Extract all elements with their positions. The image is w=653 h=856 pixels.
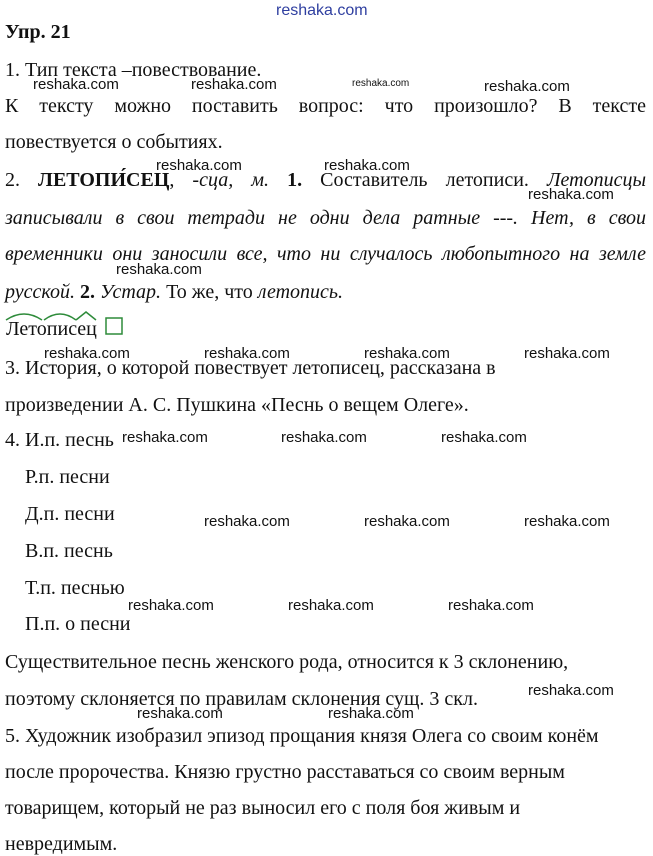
watermark: reshaka.com bbox=[281, 429, 367, 446]
watermark: reshaka.com bbox=[204, 513, 290, 530]
watermark: reshaka.com bbox=[328, 705, 414, 722]
watermark: reshaka.com bbox=[364, 345, 450, 362]
answer-5-line-2: после пророчества. Князю грустно расставаться со своим верным bbox=[5, 761, 565, 783]
sense-2-reference: летопись. bbox=[257, 281, 344, 303]
answer-5-line-3: товарищем, который не раз выносил его с поля боя живым и bbox=[5, 797, 521, 819]
watermark: reshaka.com bbox=[528, 186, 614, 203]
watermark: reshaka.com bbox=[324, 157, 410, 174]
watermark: reshaka.com bbox=[128, 597, 214, 614]
sense-1-number: 1. bbox=[287, 169, 303, 191]
case-prepositional: П.п. о песни bbox=[25, 613, 131, 635]
watermark: reshaka.com bbox=[204, 345, 290, 362]
answer-3-line-2: произведении А. С. Пушкина «Песнь о вещем Олеге». bbox=[5, 394, 469, 416]
grammar-note: -сца, м. bbox=[192, 169, 270, 191]
watermark: reshaka.com bbox=[484, 78, 570, 95]
answer-1-line-2: К тексту можно поставить вопрос: что произошло? В тексте bbox=[5, 95, 646, 117]
headword-comma: , bbox=[169, 169, 175, 191]
morpheme-analysis bbox=[0, 306, 130, 342]
watermark: reshaka.com bbox=[288, 597, 374, 614]
watermark: reshaka.com bbox=[352, 78, 410, 89]
answer-4-conclusion-1: Существительное песнь женского рода, относится к 3 склонению, bbox=[5, 651, 569, 673]
watermark: reshaka.com bbox=[191, 76, 277, 93]
morpheme-word: Летописец bbox=[6, 318, 97, 340]
ending-box bbox=[106, 318, 122, 334]
exercise-title: Упр. 21 bbox=[5, 21, 71, 43]
answer-1-line-3: повествуется о событиях. bbox=[5, 131, 223, 153]
watermark: reshaka.com bbox=[122, 429, 208, 446]
quote-end: русской. bbox=[5, 281, 75, 303]
watermark: reshaka.com bbox=[44, 345, 130, 362]
watermark: reshaka.com bbox=[524, 345, 610, 362]
watermark: reshaka.com bbox=[116, 261, 202, 278]
answer-1-line-1: 1. Тип текста –повествование. bbox=[5, 59, 262, 81]
case-instrumental: Т.п. песнью bbox=[25, 577, 125, 599]
sense-2-label: Устар. bbox=[99, 281, 162, 303]
case-dative: Д.п. песни bbox=[25, 503, 115, 525]
answer-5-line-1: 5. Художник изобразил эпизод прощания князя Олега со своим конём bbox=[5, 725, 599, 747]
watermark: reshaka.com bbox=[441, 429, 527, 446]
watermark: reshaka.com bbox=[364, 513, 450, 530]
watermark: reshaka.com bbox=[528, 682, 614, 699]
answer-2-number: 2. bbox=[5, 169, 20, 191]
watermark: reshaka.com bbox=[137, 705, 223, 722]
sense-1-text: Составитель летописи. bbox=[320, 169, 529, 191]
headword: ЛЕТОПИ́СЕЦ bbox=[38, 169, 170, 191]
sense-2-text: То же, что bbox=[166, 281, 253, 303]
watermark: reshaka.com bbox=[33, 76, 119, 93]
case-accusative: В.п. песнь bbox=[25, 540, 113, 562]
dictionary-entry-line-4 bbox=[5, 280, 343, 304]
case-nominative: 4. И.п. песнь bbox=[5, 429, 114, 451]
watermark: reshaka.com bbox=[524, 513, 610, 530]
dictionary-entry-line-1 bbox=[5, 168, 646, 192]
quote-line-2: записывали в свои тетради не одни дела ратные ---. Нет, в свои bbox=[5, 207, 646, 229]
watermark: reshaka.com bbox=[448, 597, 534, 614]
sense-2-number: 2. bbox=[79, 281, 95, 303]
case-genitive: Р.п. песни bbox=[25, 466, 110, 488]
answer-3-line-1: 3. История, о которой повествует летописец, рассказана в bbox=[5, 357, 496, 379]
quote-start: Летописцы bbox=[546, 169, 646, 191]
answer-5-line-4: невредимым. bbox=[5, 833, 118, 855]
watermark: reshaka.com bbox=[276, 2, 368, 19]
watermark: reshaka.com bbox=[156, 157, 242, 174]
answer-4-conclusion-2: поэтому склоняется по правилам склонения сущ. 3 скл. bbox=[5, 688, 478, 710]
quote-line-3: временники они заносили все, что ни случалось любопытного на земле bbox=[5, 243, 646, 265]
